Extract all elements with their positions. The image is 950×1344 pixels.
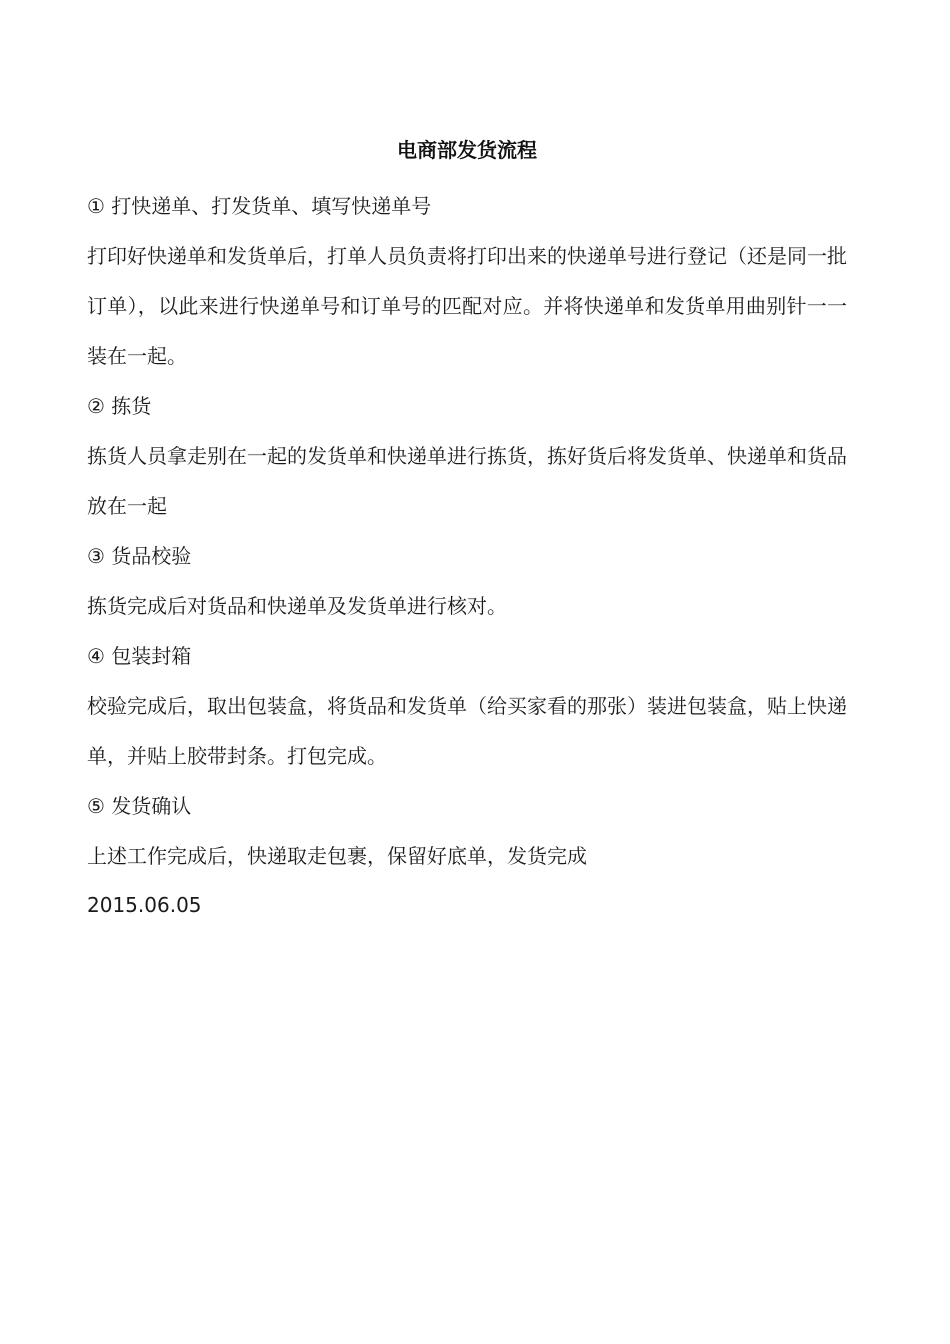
section-body-3: 拣货完成后对货品和快递单及发货单进行核对。	[87, 594, 507, 618]
document-title: 电商部发货流程	[397, 138, 537, 162]
document-date: 2015.06.05	[87, 893, 202, 917]
section-heading-3: ③ 货品校验	[87, 544, 192, 568]
section-heading-4: ④ 包装封箱	[87, 644, 192, 668]
section-heading-1: ① 打快递单、打发货单、填写快递单号	[87, 194, 432, 218]
section-heading-5: ⑤ 发货确认	[87, 794, 192, 818]
section-body-1: 打印好快递单和发货单后，打单人员负责将打印出来的快递单号进行登记（还是同一批订单），以此来进行快递单号和订单号的匹配对应。并将快递单和发货单用曲别针一一装在一起。	[87, 244, 847, 368]
section-body-4: 校验完成后，取出包装盒，将货品和发货单（给买家看的那张）装进包装盒，贴上快递单，并贴上胶带封条。打包完成。	[87, 694, 847, 768]
section-heading-2: ② 拣货	[87, 394, 152, 418]
section-body-5: 上述工作完成后，快递取走包裹，保留好底单，发货完成	[87, 844, 587, 868]
document-content	[87, 131, 847, 929]
section-body-2: 拣货人员拿走别在一起的发货单和快递单进行拣货，拣好货后将发货单、快递单和货品放在一起	[87, 444, 847, 518]
